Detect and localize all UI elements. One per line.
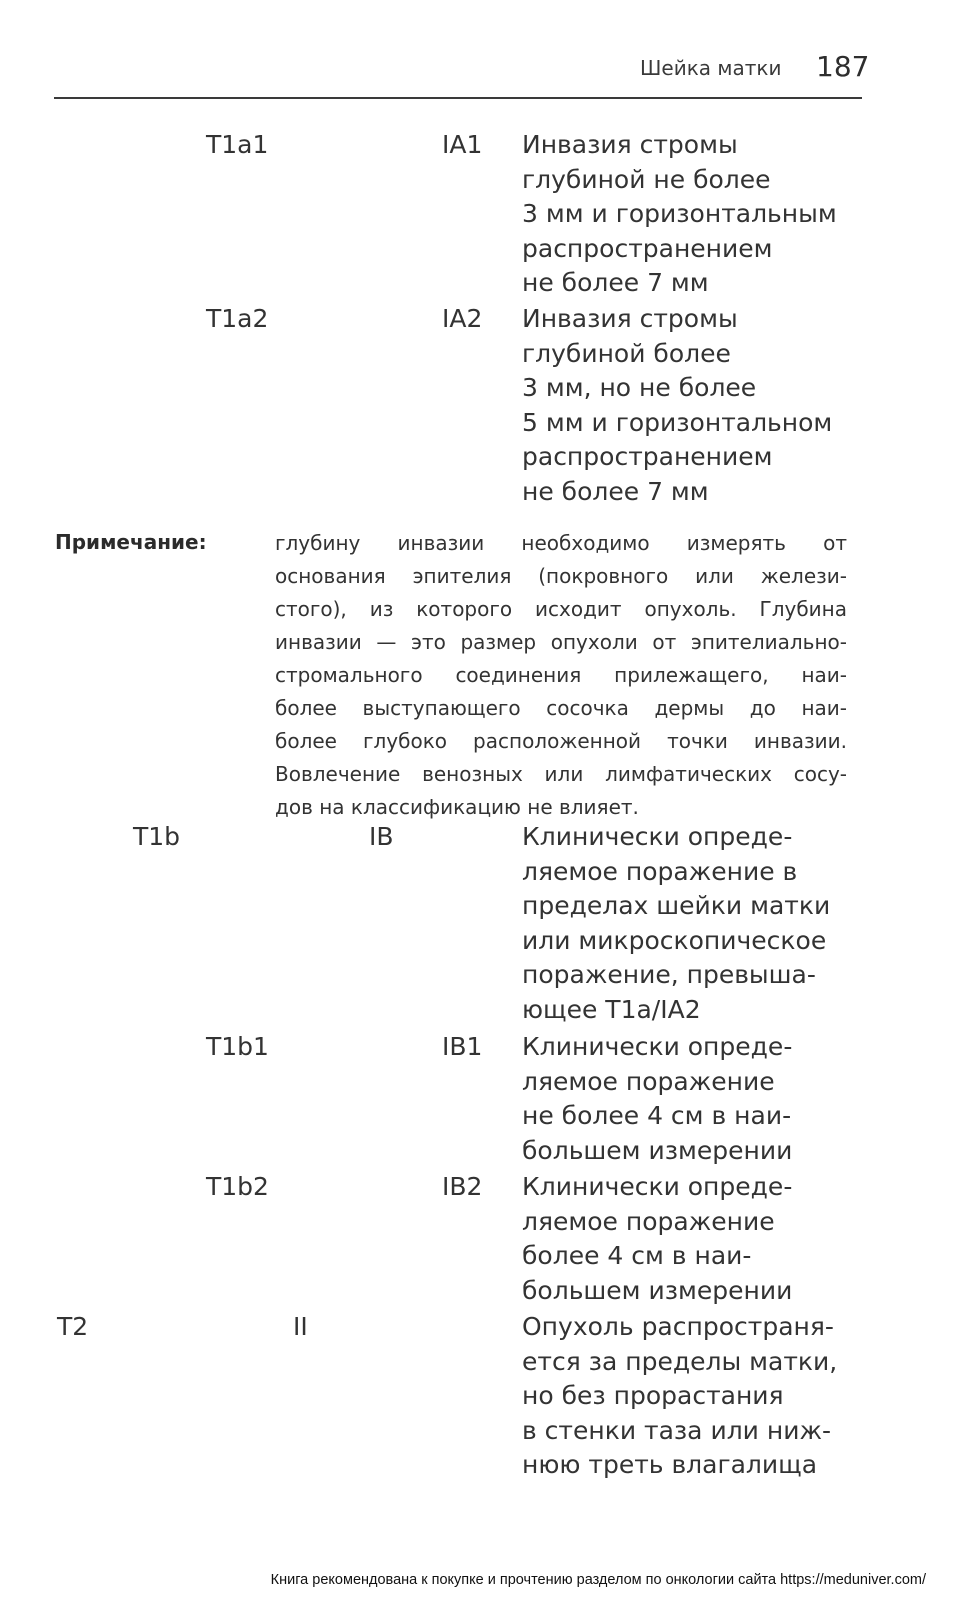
note-line: стого), из которого исходит опухоль. Глубина xyxy=(275,597,847,621)
description-line: нюю треть влагалища xyxy=(522,1450,818,1479)
description-line: поражение, превыша- xyxy=(522,960,816,989)
figo-stage: II xyxy=(293,1312,308,1341)
note-line: стромального соединения прилежащего, наи- xyxy=(275,663,847,687)
description-line: распространением xyxy=(522,442,773,471)
description-line: распространением xyxy=(522,233,773,263)
note-line: дов на классификацию не влияет. xyxy=(275,795,639,819)
tnm-code: T1a2 xyxy=(206,304,269,333)
description-line: 5 мм и горизонтальном xyxy=(522,407,833,437)
description-line: пределах шейки матки xyxy=(522,891,831,920)
note-line: более глубоко расположенной точки инвазии. xyxy=(275,729,847,753)
stage-description xyxy=(522,1030,962,1168)
figo-stage: IB xyxy=(369,822,394,851)
description-line: глубиной не более xyxy=(522,164,771,194)
description-line: глубиной более xyxy=(522,338,731,368)
note-line: инвазии — это размер опухоли от эпителиально- xyxy=(275,630,847,654)
tnm-code: T2 xyxy=(57,1312,89,1341)
note-line: более выступающего сосочка дермы до наи- xyxy=(275,696,847,720)
description-line: не более 7 мм xyxy=(522,268,709,297)
description-line: или микроскопическое xyxy=(522,925,827,955)
footer-note xyxy=(0,1572,968,1588)
stage-description xyxy=(522,1170,962,1308)
stage-description xyxy=(522,302,962,509)
note-line: Вовлечение венозных или лимфатических сосу- xyxy=(275,762,847,786)
description-line: Клинически опреде- xyxy=(522,822,793,851)
description-line: не более 4 см в наи- xyxy=(522,1101,792,1130)
description-line: Инвазия стромы xyxy=(522,130,738,159)
description-line: более 4 см в наи- xyxy=(522,1241,752,1270)
note-label: Примечание: xyxy=(55,530,207,554)
figo-stage: IB2 xyxy=(442,1172,483,1201)
description-line: в стенки таза или ниж- xyxy=(522,1415,832,1445)
tnm-code: T1b2 xyxy=(206,1172,269,1201)
figo-stage: IA2 xyxy=(442,304,483,333)
description-line: ющее T1a/IA2 xyxy=(522,994,701,1024)
description-line: Инвазия стромы xyxy=(522,304,738,333)
figo-stage: IA1 xyxy=(442,130,483,159)
stage-description xyxy=(522,1310,962,1483)
description-line: ется за пределы матки, xyxy=(522,1346,838,1376)
description-line: не более 7 мм xyxy=(522,476,709,506)
running-header-title: Шейка матки xyxy=(640,56,782,80)
description-line: 3 мм, но не более xyxy=(522,373,757,402)
header-rule xyxy=(54,97,862,99)
figo-stage: IB1 xyxy=(442,1032,483,1061)
tnm-code: T1b xyxy=(133,822,181,851)
description-line: Клинически опреде- xyxy=(522,1172,793,1201)
stage-description xyxy=(522,820,962,1027)
page-number: 187 xyxy=(816,50,870,83)
tnm-code: T1a1 xyxy=(206,130,269,159)
stage-description xyxy=(522,128,962,301)
description-line: но без прорастания xyxy=(522,1381,784,1410)
description-line: большем измерении xyxy=(522,1135,793,1165)
footer-text: Книга рекомендована к покупке и прочтению разделом по онкологии сайта https://meduniver.com/ xyxy=(270,1572,926,1588)
description-line: ляемое поражение xyxy=(522,1206,775,1236)
note-line: основания эпителия (покровного или желези- xyxy=(275,564,847,588)
description-line: Клинически опреде- xyxy=(522,1032,793,1061)
description-line: 3 мм и горизонтальным xyxy=(522,199,837,228)
note-line: глубину инвазии необходимо измерять от xyxy=(275,531,847,555)
tnm-code: T1b1 xyxy=(206,1032,269,1061)
description-line: ляемое поражение в xyxy=(522,856,798,886)
note-text xyxy=(275,527,847,824)
description-line: ляемое поражение xyxy=(522,1066,775,1096)
description-line: Опухоль распространя- xyxy=(522,1312,834,1341)
description-line: большем измерении xyxy=(522,1275,793,1305)
